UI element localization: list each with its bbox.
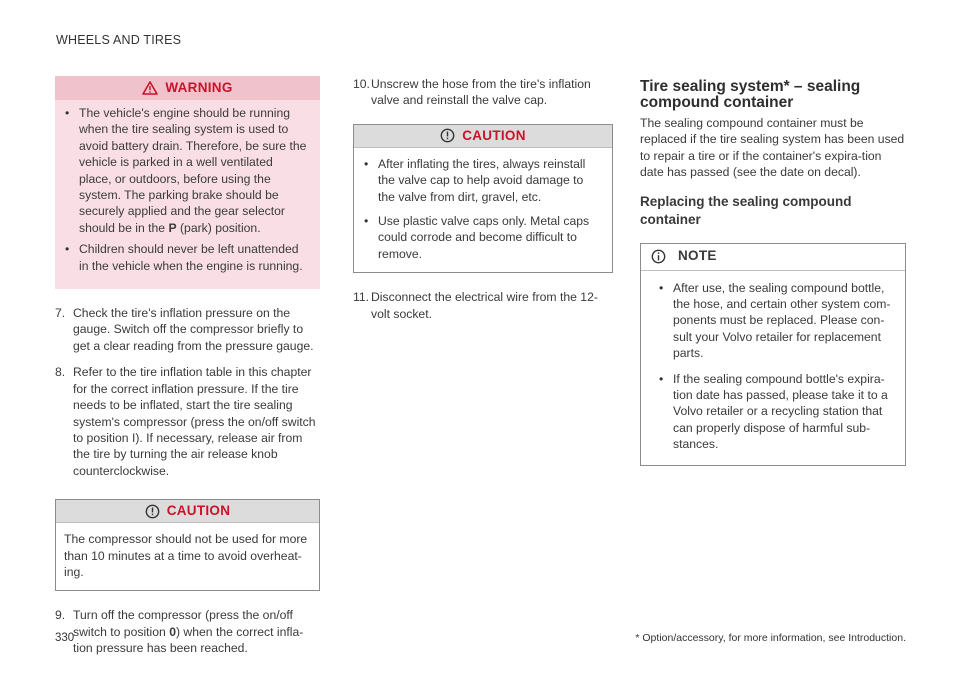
- gear-letter: P: [168, 220, 177, 235]
- section-title: Tire sealing system* – sealing compound container: [640, 78, 861, 111]
- column-middle: [353, 76, 613, 322]
- step-item: 7. Check the tire's inflation pressure on the gauge. Switch off the compressor briefly to get a clear reading from the pressure gauge.: [55, 306, 314, 353]
- steps-list-d: [353, 289, 613, 322]
- caution-box: [55, 499, 320, 591]
- caution-item: • After inflating the tires, always reinstall the valve cap to help avoid damage to the valve from dirt, gravel, etc.: [364, 156, 600, 205]
- note-title: NOTE: [678, 248, 717, 264]
- warning-triangle-icon: [142, 81, 158, 95]
- caution-title: CAUTION: [462, 127, 526, 143]
- note-box: [640, 243, 906, 466]
- step-item: 10. Unscrew the hose from the tire's inflation valve and reinstall the valve cap.: [353, 77, 591, 108]
- note-item: • If the sealing compound bottle's expira-tion date has passed, please take it to a Volvo retailer or a recycling station that can properly dispose of harmful sub-stances.: [659, 371, 891, 453]
- caution-title: CAUTION: [166, 502, 231, 518]
- caution-item: • Use plastic valve caps only. Metal caps could corrode and become difficult to remove.: [364, 213, 600, 262]
- caution-header: [354, 125, 612, 148]
- warning-title: WARNING: [165, 79, 233, 95]
- caution-text: The compressor should not be used for more than 10 minutes at a time to avoid overheat-ing.: [64, 532, 308, 579]
- caution-box: [353, 124, 613, 273]
- note-item: • After use, the sealing compound bottle, the hose, and certain other system com-ponents must be replaced. Please con-sult your Volvo retailer for replacement parts.: [659, 280, 891, 362]
- steps-list-b: [55, 607, 320, 656]
- footer-note: * Option/accessory, for more information, see Introduction.: [635, 632, 906, 644]
- exclamation-circle-icon: [440, 128, 455, 143]
- exclamation-circle-icon: [145, 504, 160, 519]
- info-circle-icon: [651, 249, 666, 264]
- note-header: [641, 244, 905, 271]
- warning-header: [55, 76, 320, 100]
- warning-item: • The vehicle's engine should be running when the tire sealing system is used to avoid battery drain. Therefore, be sure the vehicle is parked in a well ventilated place, or outdoors, before using the system. The parking brake should be securely applied and the gear selector should be in the P (park) position.: [65, 105, 308, 236]
- warning-item: • Children should never be left unattended in the vehicle when the engine is running.: [65, 241, 308, 274]
- caution-header: [56, 500, 319, 523]
- column-left: [55, 76, 320, 657]
- section-header: WHEELS AND TIRES: [56, 33, 182, 47]
- warning-box: [55, 76, 320, 289]
- steps-list-c: [353, 76, 613, 109]
- section-subtitle: Replacing the sealing compound container: [640, 193, 852, 227]
- page-number: 330: [55, 632, 75, 644]
- column-right: [640, 76, 906, 466]
- section-intro: The sealing compound container must be replaced if the tire sealing system has been used to repair a tire or if the container's expira-tion date has passed (see the date on decal).: [640, 116, 905, 180]
- step-item: 8. Refer to the tire inflation table in this chapter for the correct inflation pressure. If the tire needs to be inflated, start the tire sealing system's compressor (press the on/off switch to position I). If necessary, release air from the tire by turning the air release knob counterclockwise.: [55, 365, 316, 478]
- step-item: 11. Disconnect the electrical wire from the 12-volt socket.: [353, 290, 598, 321]
- steps-list-a: [55, 305, 320, 479]
- step-item: 9. Turn off the compressor (press the on/off switch to position 0) when the correct infla-tion pressure has been reached.: [55, 608, 304, 656]
